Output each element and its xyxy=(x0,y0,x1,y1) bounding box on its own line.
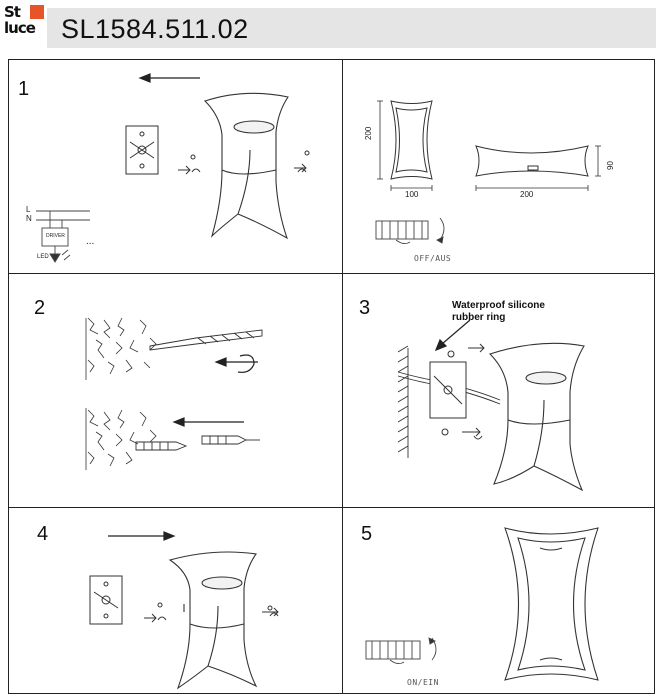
step-number-5: 5 xyxy=(361,523,373,545)
step-number-2: 2 xyxy=(34,297,46,319)
led-label: LED xyxy=(37,254,49,260)
logo-line2: luce xyxy=(4,19,35,37)
driver-switch-icon xyxy=(366,638,436,664)
logo-line1: St xyxy=(4,3,20,21)
neutral-wire-label: N xyxy=(26,214,32,223)
front-height-dimension: 200 xyxy=(364,126,373,140)
switch-on-label: ON/EIN xyxy=(407,678,439,687)
step-number-4: 4 xyxy=(37,523,49,545)
lamp-front-view-icon xyxy=(505,528,598,680)
top-width-dimension: 200 xyxy=(520,190,534,199)
switch-off-label: OFF/AUS xyxy=(414,254,452,263)
live-wire-label: L xyxy=(26,205,31,214)
step-number-3: 3 xyxy=(359,297,371,319)
top-depth-dimension: 90 xyxy=(606,161,615,170)
callout-line1: Waterproof silicone xyxy=(452,300,545,311)
model-number: SL1584.511.02 xyxy=(61,14,249,44)
front-width-dimension: 100 xyxy=(405,190,419,199)
ellipsis-label: ... xyxy=(86,236,95,247)
step-number-1: 1 xyxy=(18,78,30,100)
callout-line2: rubber ring xyxy=(452,312,506,323)
driver-label: DRIVER xyxy=(46,233,65,239)
